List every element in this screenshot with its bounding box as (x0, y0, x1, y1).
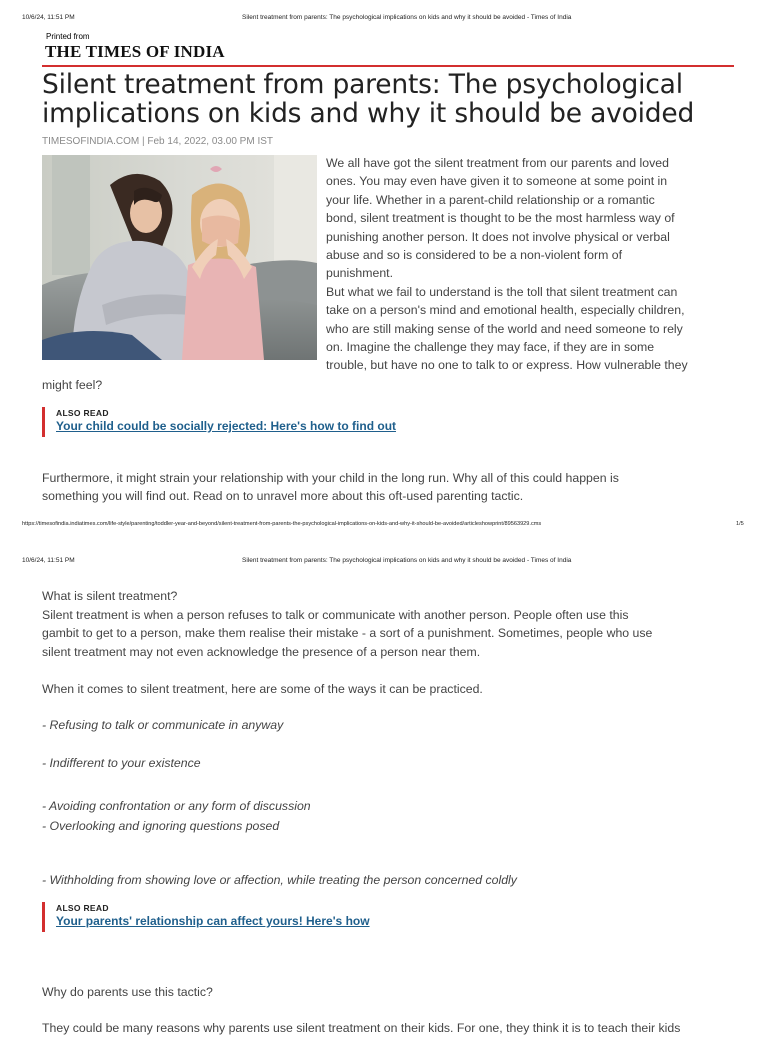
intro-line: bond, silent treatment is thought to be the most harmless way of (326, 211, 675, 226)
intro-line: take on a person's mind and emotional health, especially children, (326, 303, 685, 318)
ways-item: - Overlooking and ignoring questions posed (42, 819, 280, 833)
print-url: https://timesofindia.indiatimes.com/life-style/parenting/toddler-year-and-beyond/silent-treatment-from-parents-the-psychological-implications-on-kids-and-why-it-should-be-avoided/articleshowprint/89563929.cms (22, 521, 542, 527)
headline-line-2: implications on kids and why it should be avoided (42, 98, 695, 129)
paragraph-line: silent treatment may not even acknowledge the presence of a person near them. (42, 644, 481, 659)
print-timestamp: 10/6/24, 11:51 PM (22, 557, 75, 564)
paragraph-line: gambit to get to a person, make them realise their mistake - a sort of a punishment. Sometimes, people who use (42, 626, 653, 641)
intro-line: who are still making sense of the world and need someone to rely (326, 321, 683, 336)
also-read-box (42, 407, 642, 437)
article-byline: TIMESOFINDIA.COM | Feb 14, 2022, 03.00 PM IST (42, 136, 274, 147)
definition-paragraph (42, 606, 732, 661)
intro-tail: might feel? (42, 378, 103, 392)
print-title: Silent treatment from parents: The psychological implications on kids and why it should be avoided - Times of India (242, 557, 572, 564)
times-of-india-logo: THE TIMES OF INDIA (45, 42, 225, 61)
ways-item: - Indifferent to your existence (42, 756, 201, 770)
intro-line: trouble, but have no one to talk to or express. How vulnerable they (326, 358, 688, 373)
intro-line: punishing another person. It does not involve physical or verbal (326, 229, 670, 244)
also-read-label: ALSO READ (56, 408, 109, 418)
headline-line-1: Silent treatment from parents: The psychological (42, 69, 683, 100)
also-read-box (42, 902, 642, 932)
mother-and-daughter-photo (42, 155, 317, 360)
ways-item: - Refusing to talk or communicate in anyway (42, 718, 284, 732)
intro-line: abuse and so is considered to be a non-violent form of (326, 248, 622, 263)
also-read-link-social-rejection[interactable]: Your child could be socially rejected: Here's how to find out (56, 419, 397, 433)
intro-line: punishment. (326, 266, 393, 281)
what-is-heading: What is silent treatment? (42, 589, 178, 603)
why-heading: Why do parents use this tactic? (42, 985, 213, 999)
article-headline (42, 70, 742, 128)
print-header (0, 557, 768, 571)
paragraph-line: Furthermore, it might strain your relationship with your child in the long run. Why all of this could happen is (42, 471, 619, 485)
intro-line: We all have got the silent treatment from our parents and loved (326, 156, 669, 170)
furthermore-paragraph (42, 469, 732, 506)
intro-line: your life. Whether in a parent-child relationship or a romantic (326, 192, 655, 207)
printed-from-label: Printed from (46, 32, 90, 41)
hero-image (42, 155, 317, 360)
ways-intro: When it comes to silent treatment, here are some of the ways it can be practiced. (42, 682, 483, 696)
print-timestamp: 10/6/24, 11:51 PM (22, 14, 75, 21)
paragraph-line: Silent treatment is when a person refuses to talk or communicate with another person. People often use this (42, 608, 629, 622)
also-read-label: ALSO READ (56, 903, 109, 913)
intro-paragraph (326, 154, 728, 375)
ways-item: - Avoiding confrontation or any form of discussion (42, 799, 311, 813)
cutoff-paragraph-line: They could be many reasons why parents use silent treatment on their kids. For one, they think it is to teach their kids (42, 1021, 681, 1035)
ways-item: - Withholding from showing love or affection, while treating the person concerned coldly (42, 873, 517, 887)
intro-line: But what we fail to understand is the toll that silent treatment can (326, 284, 678, 299)
print-title: Silent treatment from parents: The psychological implications on kids and why it should be avoided - Times of India (242, 14, 572, 21)
also-read-link-parents-relationship[interactable]: Your parents' relationship can affect yours! Here's how (56, 914, 370, 928)
page-number: 1/5 (736, 521, 744, 527)
paragraph-line: something you will find out. Read on to unravel more about this oft-used parenting tactic. (42, 489, 524, 504)
intro-line: on. Imagine the challenge they may face, if they are in some (326, 340, 655, 355)
intro-line: ones. You may even have given it to someone at some point in (326, 174, 668, 189)
print-header (0, 14, 768, 28)
masthead-divider (42, 65, 734, 67)
